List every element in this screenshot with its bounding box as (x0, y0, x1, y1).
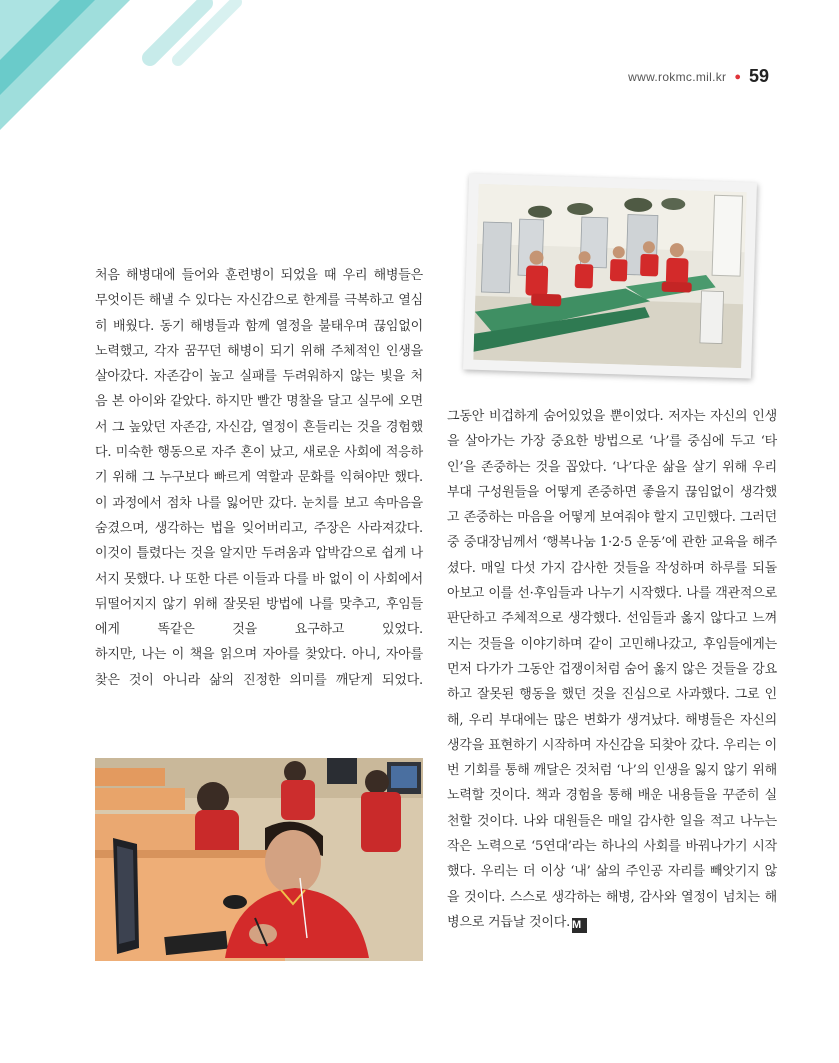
barracks-photo-image (473, 184, 746, 368)
decorative-stripes (0, 0, 260, 140)
end-mark-icon: M (572, 918, 587, 933)
article-paragraph-text: 그동안 비겁하게 숨어있었을 뿐이었다. 저자는 자신의 인생을 살아가는 가장 중요한 방법으로 ‘나’를 중심에 두고 ‘타인’을 존중하는 것을 꼽았다. ‘나’다운 삶을 살기 위해 우리 부대 구성원들을 어떻게 존중하면 좋을지 끊임없이 생각했고 존중하는 마음을 어떻게 보여줘야 할지 고민했다. 그러던 중 중대장님께서 ‘행복나눔 1·2·5 운동’에 관한 교육을 해주셨다. 매일 다섯 가지 감사한 것들을 작성하며 하루를 되돌아보고 이를 선·후임들과 나누기 시작했다. 나를 객관적으로 판단하고 주체적으로 생각했다. 선임들과 옳지 않다고 느껴지는 것들을 이야기하며 같이 고민해나갔고, 후임들에게는 먼저 다가가 그동안 겁쟁이처럼 숨어 옳지 않은 것들을 강요하고 잘못된 행동을 했던 것을 진심으로 사과했다. 그로 인해, 우리 부대에는 많은 변화가 생겨났다. 해병들은 자신의 생각을 표현하기 시작하며 자신감을 되찾아 갔다. 우리는 이번 기회를 통해 깨달은 것처럼 ‘나’의 인생을 잃지 않기 위해 노력할 것이다. 책과 경험을 통해 배운 내용들을 꾸준히 실천할 것이다. 나와 대원들은 매일 감사한 일을 적고 나누는 작은 노력으로 ‘5연대’라는 하나의 사회를 바꿔나가기 시작했다. 우리는 더 이상 ‘내’ 삶의 주인공 자리를 빼앗기지 않을 것이다. 스스로 생각하는 해병, 감사와 열정이 넘치는 해병으로 거듭날 것이다. (447, 409, 777, 930)
barracks-photo (463, 174, 757, 379)
page-header (628, 66, 769, 87)
article-paragraph (447, 404, 777, 935)
article-paragraph: 하지만, 나는 이 책을 읽으며 자아를 찾았다. 아니, 자아를 찾은 것이 아니라 삶의 진정한 의미를 깨닫게 되었다. (95, 647, 423, 688)
site-url: www.rokmc.mil.kr (628, 69, 727, 84)
page-number: 59 (748, 66, 769, 86)
computer-room-photo (95, 758, 423, 961)
bullet-dot-icon: ● (734, 70, 741, 83)
article-right-column (447, 404, 777, 935)
article-left-column (95, 263, 423, 693)
article-paragraph: 처음 해병대에 들어와 훈련병이 되었을 때 우리 해병들은 무엇이든 해낼 수 있다는 자신감으로 한계를 극복하고 열심히 배웠다. 동기 해병들과 함께 열정을 불태우며 끊임없이 노력했고, 각자 꿈꾸던 해병이 되기 위해 주체적인 인생을 살아갔다. 자존감이 높고 실패를 두려워하지 않는 빛을 처음 본 아이와 같았다. 하지만 빨간 명찰을 달고 실무에 오면서 그 높았던 자존감, 자신감, 열정이 흔들리는 것을 경험했다. 미숙한 행동으로 자주 혼이 났고, 새로운 사회에 적응하기 위해 그 누구보다 빠르게 역할과 문화를 익혀야만 했다. 이 과정에서 점차 나를 잃어만 갔다. 눈치를 보고 속마음을 숨겼으며, 생각하는 법을 잊어버리고, 주장은 사라져갔다. 이것이 틀렸다는 것을 알지만 두려움과 압박감으로 쉽게 나서지 못했다. 나 또한 다른 이들과 다를 바 없이 이 사회에서 뒤떨어지지 않기 위해 잘못된 방법에 나를 맞추고, 후임들에게 똑같은 것을 요구하고 있었다. (95, 268, 423, 638)
computer-room-photo-image (95, 758, 423, 961)
